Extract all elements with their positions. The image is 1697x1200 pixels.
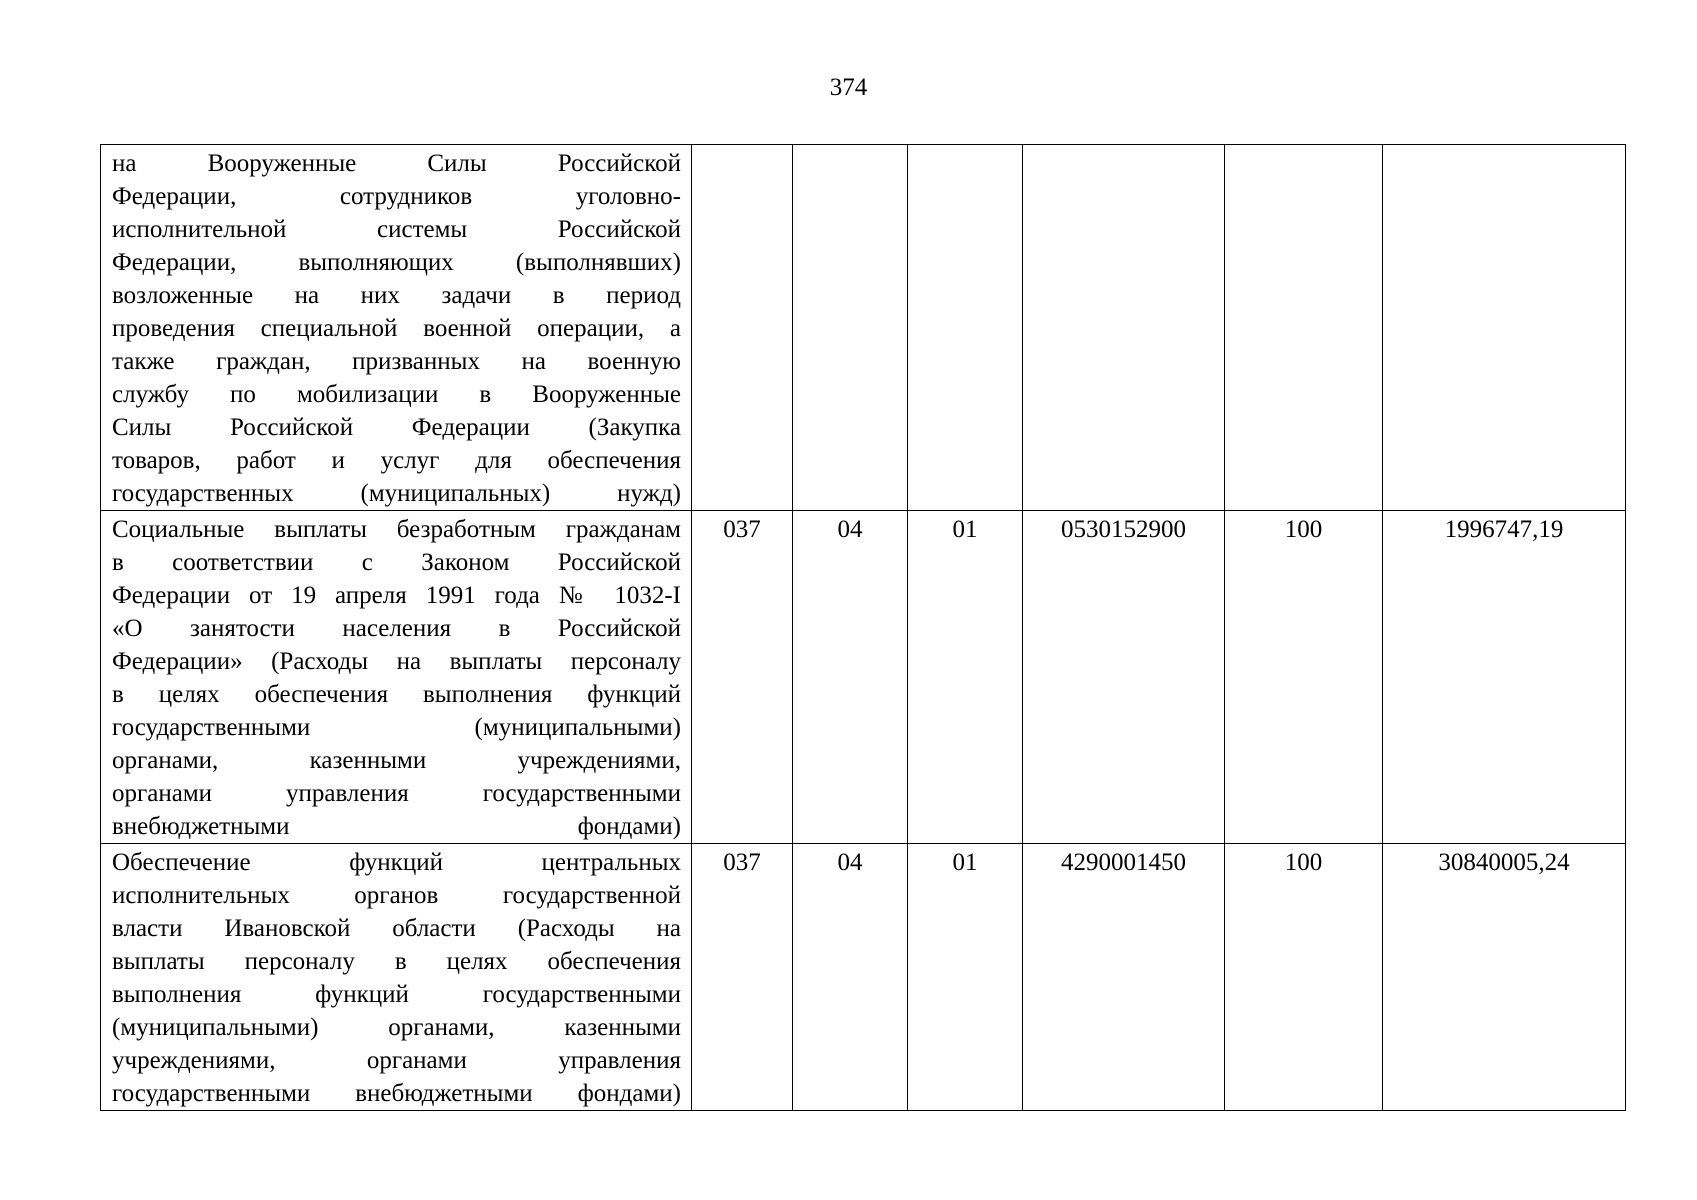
expense-type-cell	[1225, 145, 1383, 511]
description-line: выполнения функций государственными	[112, 981, 681, 1008]
target-article-cell: 0530152900	[1023, 511, 1225, 844]
amount-cell	[1383, 145, 1626, 511]
description-line: товаров, работ и услуг для обеспечения	[112, 447, 681, 474]
description-line: службу по мобилизации в Вооруженные	[112, 381, 681, 408]
expense-type-cell: 100	[1225, 844, 1383, 1111]
description-line: «О занятости населения в Российской	[112, 615, 681, 642]
description-line: Силы Российской Федерации (Закупка	[112, 414, 681, 441]
description-line: проведения специальной военной операции, а	[112, 315, 681, 342]
description-line: органами управления государственными	[112, 780, 681, 807]
description-line: исполнительных органов государственной	[112, 882, 681, 909]
admin-code-cell	[692, 145, 793, 511]
description-line: учреждениями, органами управления	[112, 1047, 681, 1074]
description-line: в целях обеспечения выполнения функций	[112, 681, 681, 708]
description-cell	[101, 511, 692, 844]
target-article-cell	[1023, 145, 1225, 511]
description-line: Федерации от 19 апреля 1991 года № 1032-I	[112, 582, 681, 609]
description-line: государственными (муниципальными)	[112, 714, 681, 741]
description-line: органами, казенными учреждениями,	[112, 747, 681, 774]
description-line: на Вооруженные Силы Российской	[112, 150, 681, 177]
expense-type-cell: 100	[1225, 511, 1383, 844]
description-line: внебюджетными фондами)	[112, 813, 681, 840]
section-code-cell	[793, 145, 908, 511]
subsection-code-cell	[908, 145, 1023, 511]
description-line: государственных (муниципальных) нужд)	[112, 480, 681, 507]
description-cell	[101, 844, 692, 1111]
description-line: власти Ивановской области (Расходы на	[112, 915, 681, 942]
table-row	[101, 511, 1626, 844]
description-cell	[101, 145, 692, 511]
table-row	[101, 145, 1626, 511]
admin-code-cell: 037	[692, 511, 793, 844]
subsection-code-cell: 01	[908, 844, 1023, 1111]
admin-code-cell: 037	[692, 844, 793, 1111]
budget-table	[100, 144, 1626, 1111]
description-line: Федерации, сотрудников уголовно-	[112, 183, 681, 210]
amount-cell: 1996747,19	[1383, 511, 1626, 844]
description-line: выплаты персоналу в целях обеспечения	[112, 948, 681, 975]
page-number: 374	[829, 74, 868, 101]
description-line: в соответствии с Законом Российской	[112, 549, 681, 576]
subsection-code-cell: 01	[908, 511, 1023, 844]
description-line: Обеспечение функций центральных	[112, 849, 681, 876]
description-line: также граждан, призванных на военную	[112, 348, 681, 375]
description-line: (муниципальными) органами, казенными	[112, 1014, 681, 1041]
amount-cell: 30840005,24	[1383, 844, 1626, 1111]
description-line: исполнительной системы Российской	[112, 216, 681, 243]
description-line: Федерации, выполняющих (выполнявших)	[112, 249, 681, 276]
description-line: возложенные на них задачи в период	[112, 282, 681, 309]
section-code-cell: 04	[793, 511, 908, 844]
description-line: государственными внебюджетными фондами)	[112, 1080, 681, 1107]
target-article-cell: 4290001450	[1023, 844, 1225, 1111]
table-row	[101, 844, 1626, 1111]
section-code-cell: 04	[793, 844, 908, 1111]
description-line: Федерации» (Расходы на выплаты персоналу	[112, 648, 681, 675]
description-line: Социальные выплаты безработным гражданам	[112, 516, 681, 543]
